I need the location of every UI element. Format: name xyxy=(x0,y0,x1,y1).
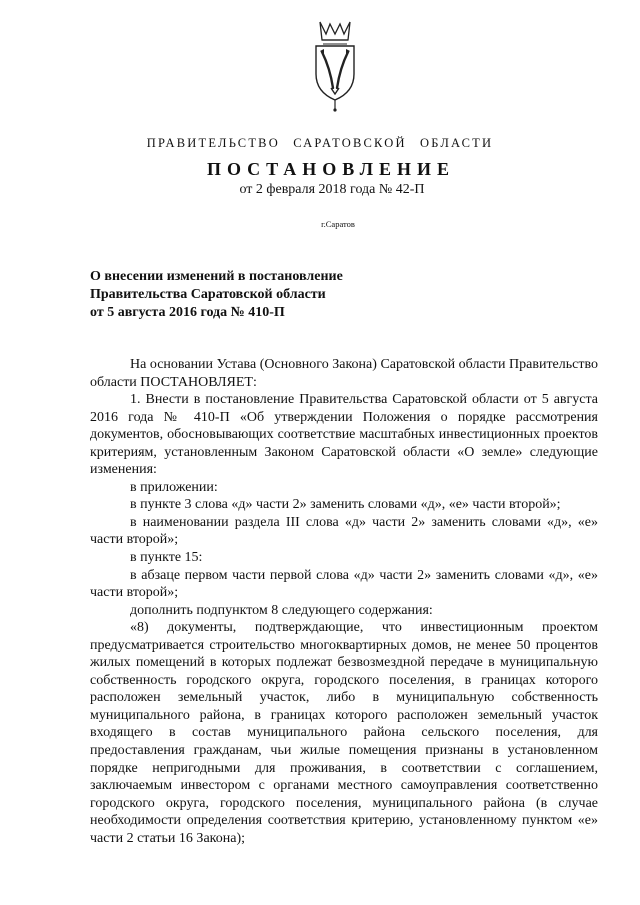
body-paragraph: «8) документы, подтверждающие, что инвестиционным проектом предусматривается строительство многоквартирных домов, не менее 50 процентов жилых помещений в которых подлежат безвозмездной передаче в муниципальную собственность городского округа, городского поселения, в границах которого расположен земельный участок, либо в муниципальную собственность муниципального района, в границах которого расположен земельный участок входящего в состав муниципального района сельского поселения, для предоставления гражданам, чьи жилые помещения признаны в установленном порядке непригодными для проживания, в соответствии с соглашением, заключаемым инвестором с органами местного самоуправления соответственно городского округа, городского поселения, муниципального района (в случае необходимости определения соответствия критерию, установленному пунктом «е» части 2 статьи 16 Закона); xyxy=(90,620,598,846)
title-line: Правительства Саратовской области xyxy=(90,287,326,302)
organization-name: ПРАВИТЕЛЬСТВО САРАТОВСКОЙ ОБЛАСТИ xyxy=(146,136,494,150)
body-paragraph: в наименовании раздела III слова «д» части 2» заменить словами «д», «е» части второй»; xyxy=(90,514,598,548)
decree-body xyxy=(90,356,598,847)
document-date-number: от 2 февраля 2018 года № 42-П xyxy=(239,182,425,197)
body-paragraph: На основании Устава (Основного Закона) Саратовской области Правительство области ПОСТАНОВЛЯЕТ: xyxy=(90,357,598,390)
body-paragraph: дополнить подпунктом 8 следующего содержания: xyxy=(130,602,433,618)
body-paragraph: в приложении: xyxy=(130,479,218,495)
body-paragraph: в пункте 3 слова «д» части 2» заменить словами «д», «е» части второй»; xyxy=(130,497,561,513)
body-paragraph: в абзаце первом части первой слова «д» части 2» заменить словами «д», «е» части второй»; xyxy=(90,567,598,601)
decree-title xyxy=(90,268,430,322)
body-paragraph: 1. Внести в постановление Правительства Саратовской области от 5 августа 2016 года № 410-П «Об утверждении Положения о порядке рассмотрения документов, обосновывающих соответствие масштабных инвестиционных проектов критериям, установленным Законом Саратовской области «О земле» следующие изменения: xyxy=(90,392,598,478)
city-label: г.Саратов xyxy=(321,219,355,229)
body-paragraph: в пункте 15: xyxy=(130,550,203,566)
title-line: от 5 августа 2016 года № 410-П xyxy=(90,305,285,320)
document-type: ПОСТАНОВЛЕНИЕ xyxy=(206,159,456,179)
saratov-coat-of-arms-icon xyxy=(300,18,370,113)
title-line: О внесении изменений в постановление xyxy=(90,269,343,284)
